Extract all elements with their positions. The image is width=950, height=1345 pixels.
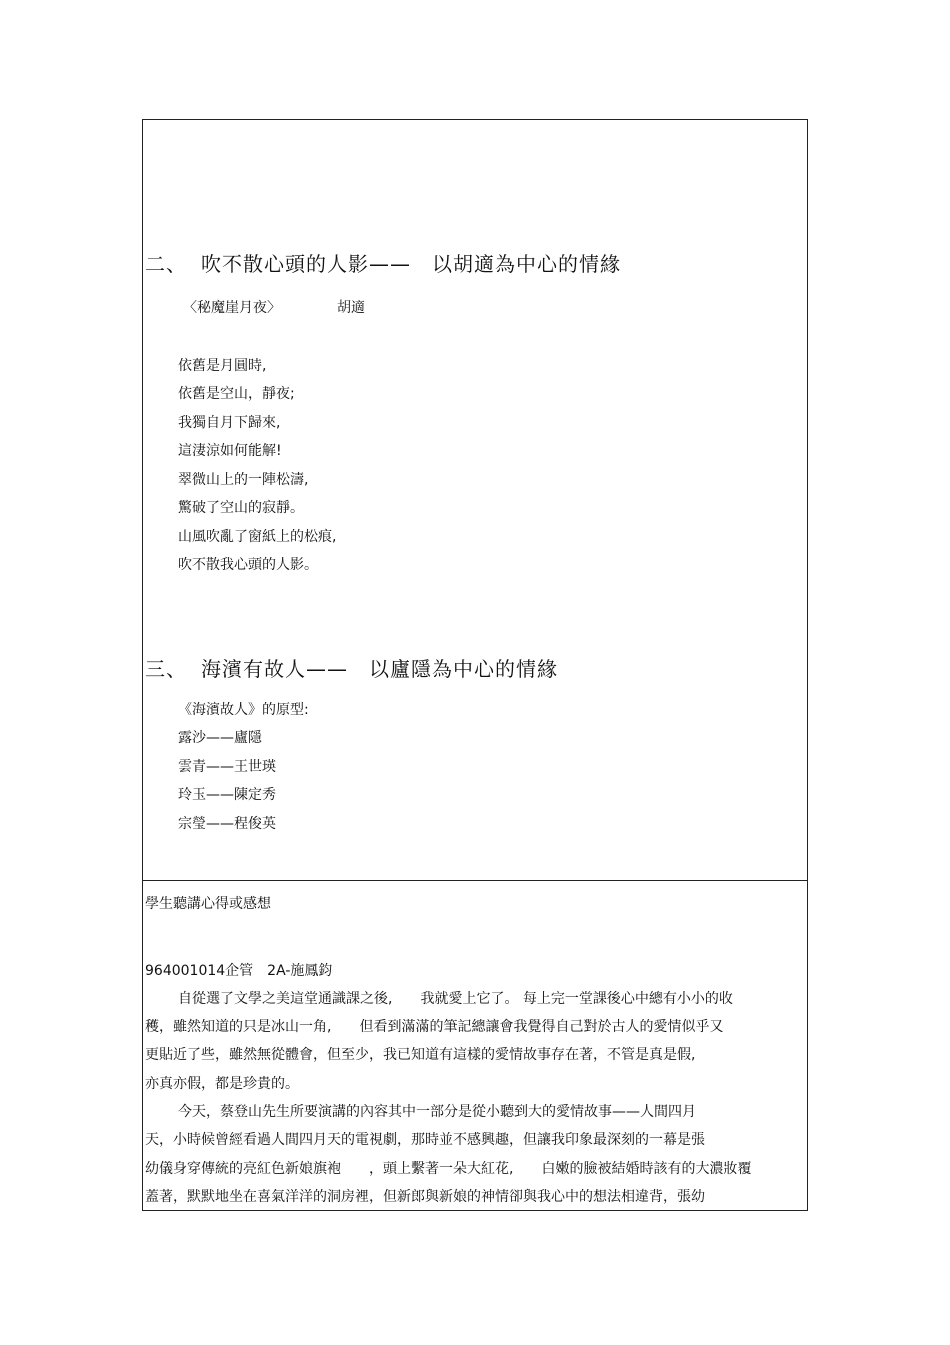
content-cell (143, 120, 807, 881)
section-heading-2 (145, 248, 621, 277)
paragraph-line: 蓋著，默默地坐在喜氣洋洋的洞房裡，但新郎與新娘的神情卻與我心中的想法相違背，張幼 (145, 1189, 705, 1205)
section-title: 吹不散心頭的人影—— 以胡適為中心的情緣 (201, 252, 621, 276)
list-item: 露沙——廬隱 (178, 730, 262, 746)
poem-line: 驚破了空山的寂靜。 (178, 500, 304, 516)
list-item: 《海濱故人》的原型: (178, 702, 309, 718)
student-info: 964001014企管 2A-施鳳鈞 (145, 963, 333, 979)
document-table (142, 119, 808, 1211)
poem-author: 胡適 (337, 300, 365, 316)
paragraph-line: 幼儀身穿傳統的亮紅色新娘旗袍 ，頭上繫著一朵大紅花, 白嫩的臉被結婚時該有的大濃妝覆 (145, 1161, 752, 1177)
poem-line: 吹不散我心頭的人影。 (178, 557, 318, 573)
list-item: 宗瑩——程俊英 (178, 816, 276, 832)
paragraph-line: 自從選了文學之美這堂通識課之後, 我就愛上它了。 每上完一堂課後心中總有小小的收 (178, 991, 733, 1007)
section-number: 三、 (145, 657, 187, 681)
poem-title: 〈秘魔崖月夜〉 (183, 300, 281, 316)
section-title: 海濱有故人—— 以廬隱為中心的情緣 (201, 657, 558, 681)
poem-line: 我獨自月下歸來, (178, 415, 281, 431)
feedback-label: 學生聽講心得或感想 (145, 896, 271, 912)
paragraph-line: 今天，蔡登山先生所要演講的內容其中一部分是從小聽到大的愛情故事——人間四月 (178, 1104, 696, 1120)
section-heading-3 (145, 653, 558, 682)
list-item: 玲玉——陳定秀 (178, 787, 276, 803)
section-number: 二、 (145, 252, 187, 276)
paragraph-line: 更貼近了些，雖然無從體會，但至少，我已知道有這樣的愛情故事存在著，不管是真是假, (145, 1047, 696, 1063)
feedback-cell (143, 881, 807, 1210)
paragraph-line: 亦真亦假，都是珍貴的。 (145, 1076, 299, 1092)
poem-line: 依舊是空山，靜夜; (178, 386, 295, 402)
poem-line: 這淒涼如何能解! (178, 443, 282, 459)
poem-line: 山風吹亂了窗紙上的松痕, (178, 529, 337, 545)
poem-line: 翠微山上的一陣松濤, (178, 472, 309, 488)
list-item: 雲青——王世瑛 (178, 759, 276, 775)
paragraph-line: 天，小時候曾經看過人間四月天的電視劇，那時並不感興趣，但讓我印象最深刻的一幕是張 (145, 1132, 705, 1148)
poem-title-line (183, 297, 365, 317)
paragraph-line: 穫，雖然知道的只是冰山一角, 但看到滿滿的筆記總讓會我覺得自己對於古人的愛情似乎又 (145, 1019, 724, 1035)
poem-line: 依舊是月圓時, (178, 358, 267, 374)
